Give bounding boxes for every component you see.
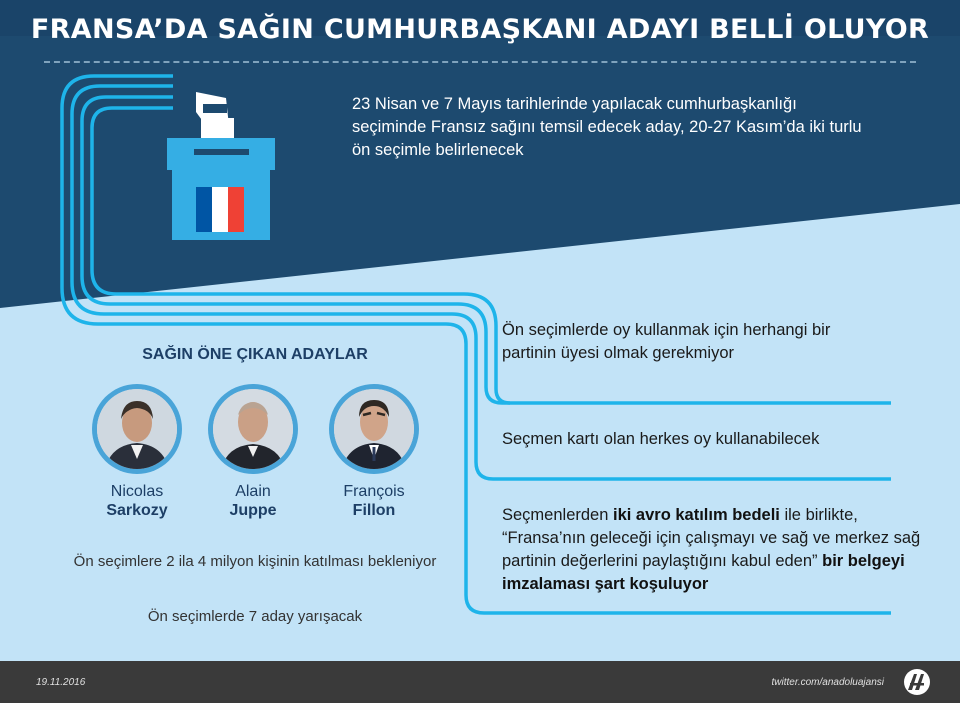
avatar-juppe	[213, 389, 293, 469]
note-candidate-count: Ön seçimlerde 7 aday yarışacak	[147, 608, 363, 625]
candidate-last-name: Sarkozy	[106, 502, 168, 519]
avatar-ring	[92, 384, 182, 474]
avatar-fillon	[334, 389, 414, 469]
footer-bar	[0, 661, 960, 703]
candidate-juppe	[193, 384, 313, 520]
info-item-participation-fee	[502, 504, 922, 596]
info-item-voter-card: Seçmen kartı olan herkes oy kullanabilecek	[502, 430, 820, 448]
french-flag-icon	[196, 187, 244, 232]
candidate-last-name: Juppe	[229, 502, 277, 519]
candidate-first-name: Alain	[235, 483, 271, 500]
avatar-sarkozy	[97, 389, 177, 469]
info-item-3-text-a: Seçmenlerden	[502, 506, 613, 524]
candidate-first-name: Nicolas	[110, 483, 164, 500]
footer-date: 19.11.2016	[36, 677, 86, 688]
candidate-fillon	[314, 384, 434, 520]
title-divider	[44, 61, 916, 63]
aa-logo-icon	[902, 668, 932, 696]
candidates-heading: SAĞIN ÖNE ÇIKAN ADAYLAR	[142, 346, 368, 363]
info-item-3-bold-b: bir belgeyi imzalaması şart koşuluyor	[502, 552, 905, 593]
info-item-3-text-b: ile birlikte, “Fransa’nın geleceği için çalışmayı ve sağ ve merkez sağ partinin değerlerini paylaştığını kabul eden”	[502, 506, 921, 570]
footer-twitter-handle[interactable]: twitter.com/anadoluajansi	[771, 677, 884, 688]
info-item-3-bold-a: iki avro katılım bedeli	[612, 506, 780, 524]
info-item-no-membership: Ön seçimlerde oy kullanmak için herhangi bir partinin üyesi olmak gerekmiyor	[502, 321, 831, 362]
candidate-last-name: Fillon	[352, 502, 396, 519]
intro-text: 23 Nisan ve 7 Mayıs tarihlerinde yapılacak cumhurbaşkanlığı seçiminde Fransız sağını temsil edecek aday, 20-27 Kasım’da iki turlu ön seçimle belirlenecek	[352, 95, 862, 159]
candidate-sarkozy	[77, 384, 197, 520]
candidate-first-name: François	[343, 483, 405, 500]
note-expected-turnout: Ön seçimlere 2 ila 4 milyon kişinin katılması bekleniyor	[73, 553, 437, 570]
page-title: FRANSA’DA SAĞIN CUMHURBAŞKANI ADAYI BELLİ OLUYOR	[30, 14, 930, 45]
avatar-ring	[208, 384, 298, 474]
avatar-ring	[329, 384, 419, 474]
